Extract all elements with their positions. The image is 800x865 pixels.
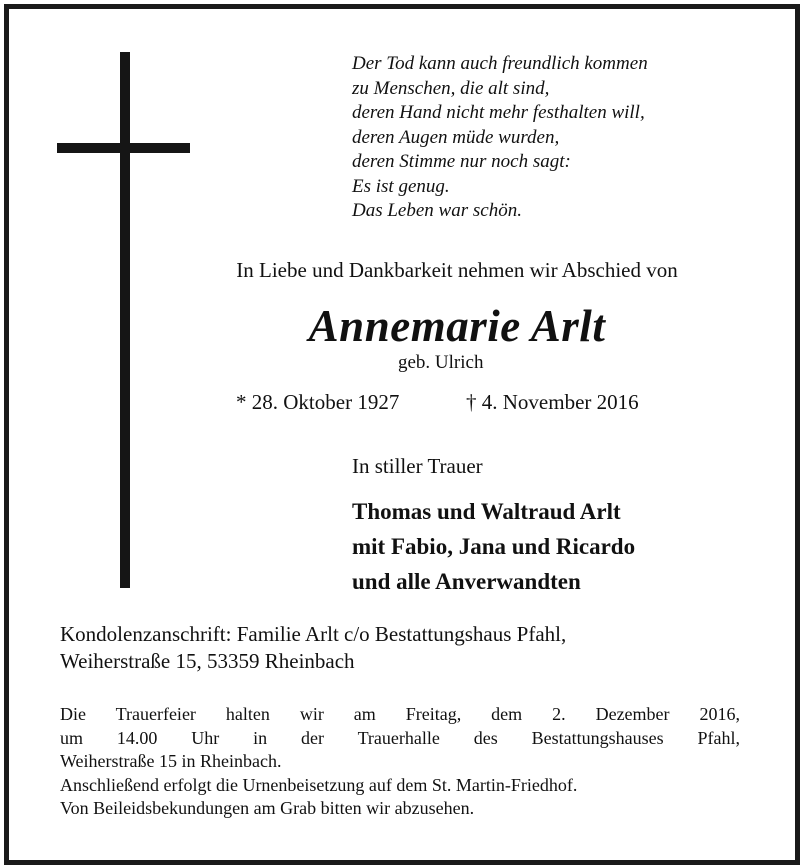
info-line: Anschließend erfolgt die Urnenbeisetzung auf dem St. Martin-Friedhof. bbox=[60, 774, 578, 795]
poem-line: Der Tod kann auch freundlich kommen bbox=[352, 53, 648, 74]
info-line: um 14.00 Uhr in der Trauerhalle des Bestattungshauses Pfahl, bbox=[60, 727, 740, 748]
poem-line: deren Hand nicht mehr festhalten will, bbox=[352, 102, 645, 123]
mourner-line: und alle Anverwandten bbox=[352, 569, 581, 594]
mourners-list bbox=[352, 494, 635, 599]
condolence-line: Kondolenzanschrift: Familie Arlt c/o Bestattungshaus Pfahl, bbox=[60, 622, 567, 646]
poem-line: Es ist genug. bbox=[352, 175, 450, 197]
info-line: Von Beileidsbekundungen am Grab bitten wir abzusehen. bbox=[60, 798, 475, 818]
mourning-label: In stiller Trauer bbox=[352, 454, 483, 478]
info-line: Die Trauerfeier halten wir am Freitag, dem 2. Dezember 2016, bbox=[60, 704, 740, 724]
maiden-name: geb. Ulrich bbox=[398, 352, 484, 373]
birth-date: * 28. Oktober 1927 bbox=[236, 390, 400, 414]
poem-line: Das Leben war schön. bbox=[352, 200, 522, 221]
cross-icon-beam bbox=[57, 143, 190, 153]
poem-line: zu Menschen, die alt sind, bbox=[352, 77, 550, 99]
farewell-intro: In Liebe und Dankbarkeit nehmen wir Abschied von bbox=[236, 258, 678, 282]
poem-line: deren Augen müde wurden, bbox=[352, 126, 560, 148]
mourner-line: Thomas und Waltraud Arlt bbox=[352, 499, 621, 524]
funeral-info bbox=[60, 703, 740, 821]
deceased-name: Annemarie Arlt bbox=[308, 301, 606, 351]
poem-line: deren Stimme nur noch sagt: bbox=[352, 151, 571, 172]
mourner-line: mit Fabio, Jana und Ricardo bbox=[352, 534, 636, 559]
death-date: † 4. November 2016 bbox=[466, 390, 639, 414]
condolence-address bbox=[60, 621, 566, 675]
condolence-line: Weiherstraße 15, 53359 Rheinbach bbox=[60, 649, 355, 673]
info-line: Weiherstraße 15 in Rheinbach. bbox=[60, 751, 282, 771]
poem bbox=[352, 52, 648, 224]
